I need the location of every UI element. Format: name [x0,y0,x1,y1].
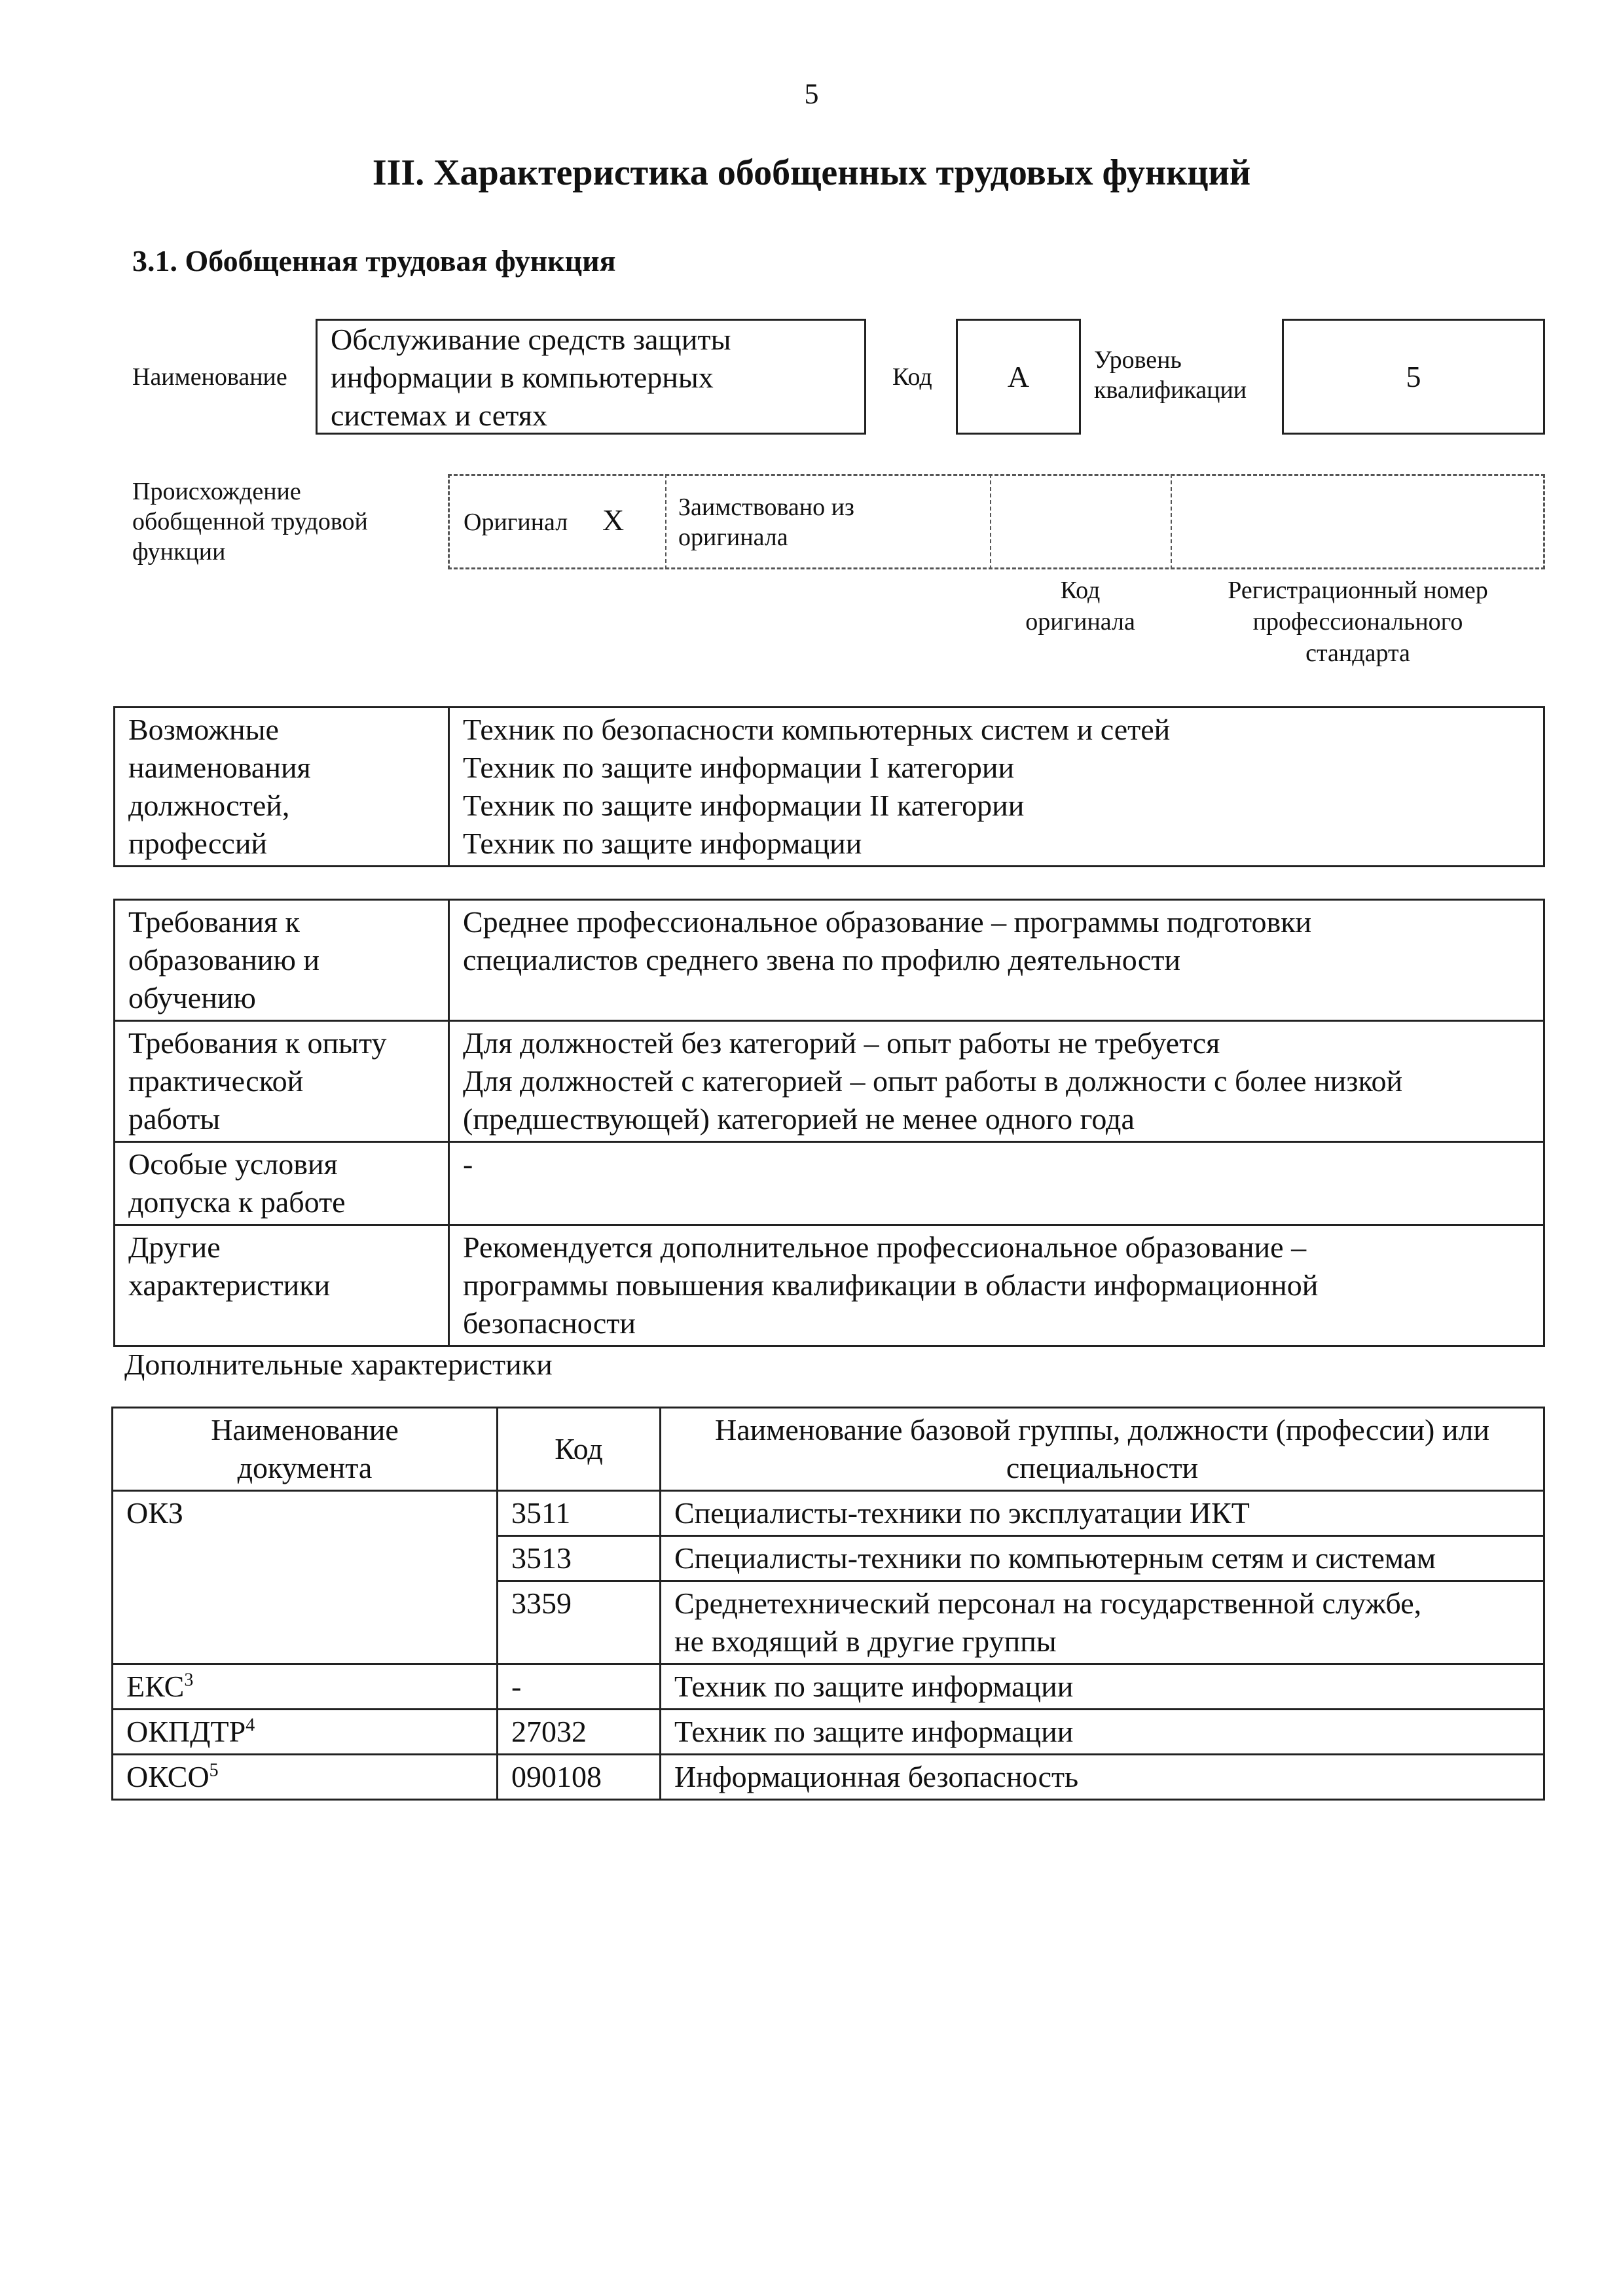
document-cell: ОКСО$^5$ [113,1755,498,1800]
column-header-document: Наименование документа [113,1408,498,1491]
table-row [115,900,1544,1021]
borrowed-label: Заимствовано из оригинала [678,493,854,551]
table-header-row [113,1408,1544,1491]
table-row [115,708,1544,867]
requirement-label: Особые условия допуска к работе [115,1142,449,1225]
name-label: Наименование [132,363,287,391]
requirement-label: Требования к образованию и обучению [115,900,449,1021]
name-cell: Информационная безопасность [661,1755,1544,1800]
code-label: Код [892,363,932,391]
code-cell: 27032 [498,1710,661,1755]
requirement-value: Среднее профессиональное образование – программы подготовки специалистов среднего звена по профилю деятельности [449,900,1544,1021]
positions-label: Возможные наименования должностей, профессий [115,708,449,867]
document-cell: ОКЗ [113,1491,498,1664]
original-mark: X [602,503,625,537]
requirements-table [113,899,1545,1347]
function-name-line: Обслуживание средств защиты [331,323,731,356]
name-cell: Специалисты-техники по компьютерным сетям и системам [661,1536,1544,1581]
level-label: Уровень квалификации [1094,346,1247,404]
table-row [113,1710,1544,1755]
table-row [113,1755,1544,1800]
section-title: III. Характеристика обобщенных трудовых функций [372,152,1251,193]
name-cell: Специалисты-техники по эксплуатации ИКТ [661,1491,1544,1536]
code-cell: 3511 [498,1491,661,1536]
requirement-value: Для должностей без категорий – опыт работы не требуется Для должностей с категорией – опыт работы в должности с более низкой (предшествующей) категорией не менее одного года [449,1021,1544,1142]
column-header-name: Наименование базовой группы, должности (профессии) или специальности [661,1408,1544,1491]
code-box [956,319,1081,435]
requirement-label: Другие характеристики [115,1225,449,1346]
name-cell: Техник по защите информации [661,1664,1544,1710]
footnote-ref: 4 [246,1715,255,1736]
table-row [113,1491,1544,1536]
code-cell: - [498,1664,661,1710]
caption-original-code: Код оригинала [1025,577,1135,636]
positions-list [449,708,1544,867]
original-code-field [993,476,1168,567]
table-row [115,1142,1544,1225]
original-label: Оригинал [464,509,568,536]
column-header-code: Код [498,1408,661,1491]
footnote-ref: 3 [184,1670,194,1691]
positions-table [113,706,1545,867]
table-row [115,1021,1544,1142]
function-name-line: системах и сетях [331,399,547,432]
document-cell: ЕКС$^3$ [113,1664,498,1710]
requirement-value: Рекомендуется дополнительное профессиональное образование – программы повышения квалификации в области информационной безопасности [449,1225,1544,1346]
document-cell: ОКПДТР$^4$ [113,1710,498,1755]
list-item: Техник по защите информации II категории [463,789,1025,822]
caption-registration-number: Регистрационный номер профессионального стандарта [1228,577,1488,667]
code-cell: 3513 [498,1536,661,1581]
list-item: Техник по безопасности компьютерных систем и сетей [463,713,1171,746]
additional-table [111,1407,1545,1801]
requirement-label: Требования к опыту практической работы [115,1021,449,1142]
code-value: А [1007,359,1030,393]
name-cell: Среднетехнический персонал на государственной службе, не входящий в другие группы [661,1581,1544,1664]
list-item: Техник по защите информации [463,827,862,860]
level-value: 5 [1406,359,1421,393]
function-name-line: информации в компьютерных [331,361,714,394]
code-cell: 090108 [498,1755,661,1800]
origin-label: Происхождение обобщенной трудовой функции [132,478,368,565]
level-box [1282,319,1545,435]
code-cell: 3359 [498,1581,661,1664]
table-row [115,1225,1544,1346]
table-row [113,1664,1544,1710]
function-name-box [316,319,866,435]
additional-heading: Дополнительные характеристики [124,1348,553,1381]
footnote-ref: 5 [209,1760,219,1781]
registration-number-field [1173,476,1542,567]
subsection-title: 3.1. Обобщенная трудовая функция [132,244,616,278]
page-number: 5 [804,78,819,110]
requirement-value: - [449,1142,1544,1225]
list-item: Техник по защите информации I категории [463,751,1015,784]
name-cell: Техник по защите информации [661,1710,1544,1755]
